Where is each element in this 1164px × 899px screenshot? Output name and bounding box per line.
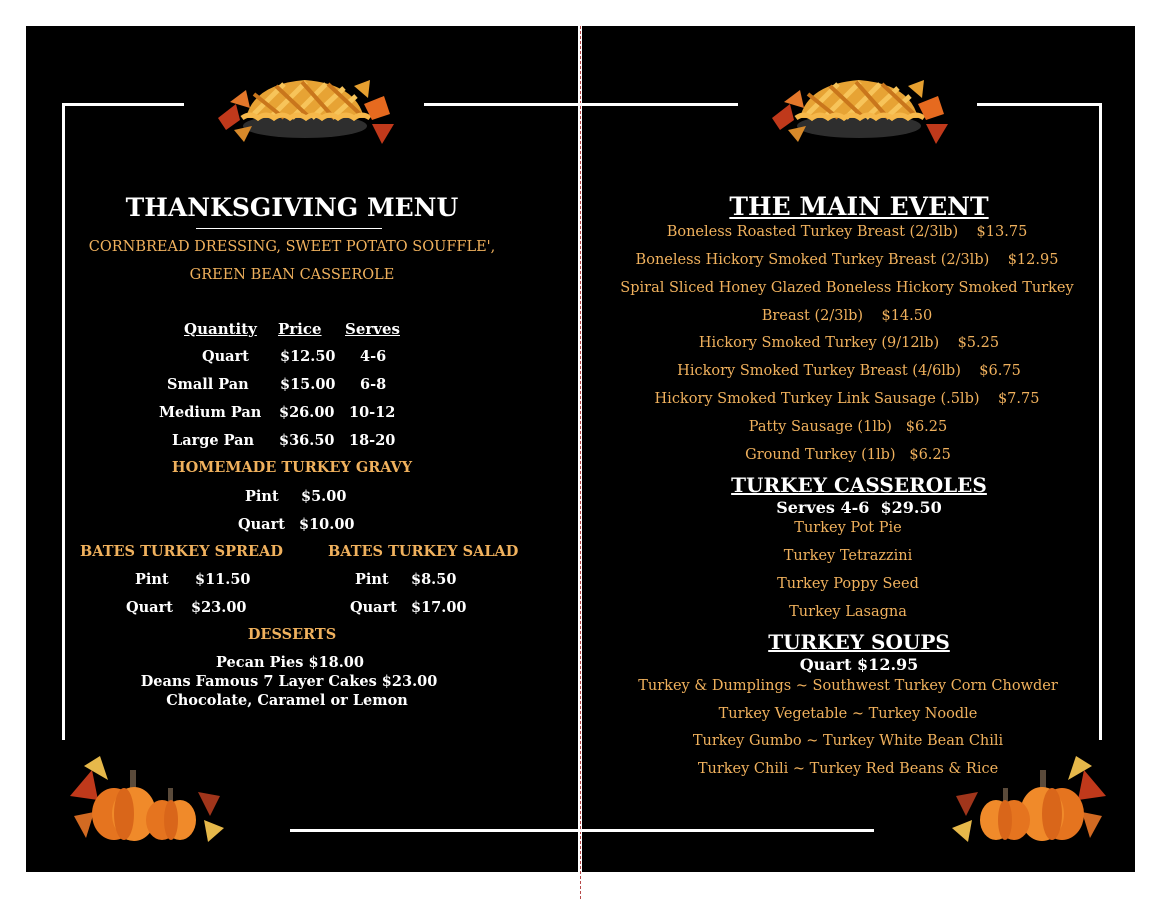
casserole-item: Turkey Lasagna [789,604,907,620]
sides-serves: 6-8 [360,376,387,393]
salad-qty: Quart [350,599,397,616]
soups-subtitle: Quart $12.95 [799,655,919,674]
frame-line [62,103,65,740]
main-event-title: THE MAIN EVENT [729,192,989,221]
gravy-price: $5.00 [301,488,347,505]
soup-item: Turkey Gumbo ~ Turkey White Bean Chili [692,733,1004,749]
spread-price: $11.50 [195,571,251,588]
gravy-price: $10.00 [299,516,355,533]
dessert-item: Deans Famous 7 Layer Cakes $23.00 [140,673,438,690]
soup-item: Turkey Chili ~ Turkey Red Beans & Rice [697,761,999,777]
salad-qty: Pint [355,571,389,588]
dessert-item: Chocolate, Caramel or Lemon [166,692,408,709]
left-menu-panel [26,26,578,872]
main-item: Patty Sausage (1lb) $6.25 [748,419,948,435]
spread-title: BATES TURKEY SPREAD [80,543,283,560]
desserts-title: DESSERTS [247,626,337,643]
salad-price: $8.50 [411,571,457,588]
gravy-qty: Pint [245,488,279,505]
salad-title: BATES TURKEY SALAD [328,543,519,560]
gravy-qty: Quart [238,516,285,533]
quantity-header: Quantity [184,320,257,338]
sides-price: $26.00 [279,404,335,421]
frame-line [1099,103,1102,740]
sides-qty: Quart [202,348,249,365]
main-item: Boneless Hickory Smoked Turkey Breast (2/3lb) $12.95 [635,252,1059,268]
sides-price: $15.00 [280,376,336,393]
casseroles-subtitle: Serves 4-6 $29.50 [776,498,942,517]
frame-line [977,103,1101,106]
main-item: Hickory Smoked Turkey Breast (4/6lb) $6.75 [677,363,1021,379]
soup-item: Turkey Vegetable ~ Turkey Noodle [718,706,978,722]
frame-line [62,103,184,106]
spread-qty: Pint [135,571,169,588]
pumpkins-icon [64,756,228,848]
main-item: Hickory Smoked Turkey Link Sausage (.5lb) $7.75 [654,391,1040,407]
sides-price: $36.50 [279,432,335,449]
casserole-item: Turkey Tetrazzini [783,548,913,564]
sides-qty: Small Pan [167,376,249,393]
sides-line: CORNBREAD DRESSING, SWEET POTATO SOUFFLE', [88,239,496,255]
sides-line: GREEN BEAN CASSEROLE [189,267,395,283]
casseroles-title: TURKEY CASSEROLES [731,473,987,497]
sides-qty: Medium Pan [159,404,262,421]
spread-price: $23.00 [191,599,247,616]
salad-price: $17.00 [411,599,467,616]
dessert-item: Pecan Pies $18.00 [216,654,364,671]
sides-qty: Large Pan [172,432,255,449]
frame-line [290,829,874,832]
main-item: Boneless Roasted Turkey Breast (2/3lb) $13.75 [666,224,1028,240]
sides-serves: 4-6 [360,348,387,365]
title-underline [196,228,382,229]
main-item: Breast (2/3lb) $14.50 [761,308,933,324]
sides-serves: 10-12 [349,404,396,421]
sides-serves: 18-20 [349,432,396,449]
spread-qty: Quart [126,599,173,616]
price-header: Price [278,320,322,338]
main-item: Hickory Smoked Turkey (9/12lb) $5.25 [698,335,1000,351]
menu-title: THANKSGIVING MENU [125,193,459,222]
serves-header: Serves [345,320,400,338]
casserole-item: Turkey Pot Pie [794,520,902,536]
gravy-title: HOMEMADE TURKEY GRAVY [171,459,413,476]
fold-line [580,26,581,899]
soups-title: TURKEY SOUPS [768,630,950,654]
soup-item: Turkey & Dumplings ~ Southwest Turkey Corn Chowder [638,678,1058,694]
sides-price: $12.50 [280,348,336,365]
pie-icon [214,74,396,150]
frame-line [424,103,738,106]
casserole-item: Turkey Poppy Seed [777,576,919,592]
main-item: Ground Turkey (1lb) $6.25 [745,447,951,463]
main-item: Spiral Sliced Honey Glazed Boneless Hickory Smoked Turkey [620,280,1074,296]
pie-icon [768,74,950,150]
